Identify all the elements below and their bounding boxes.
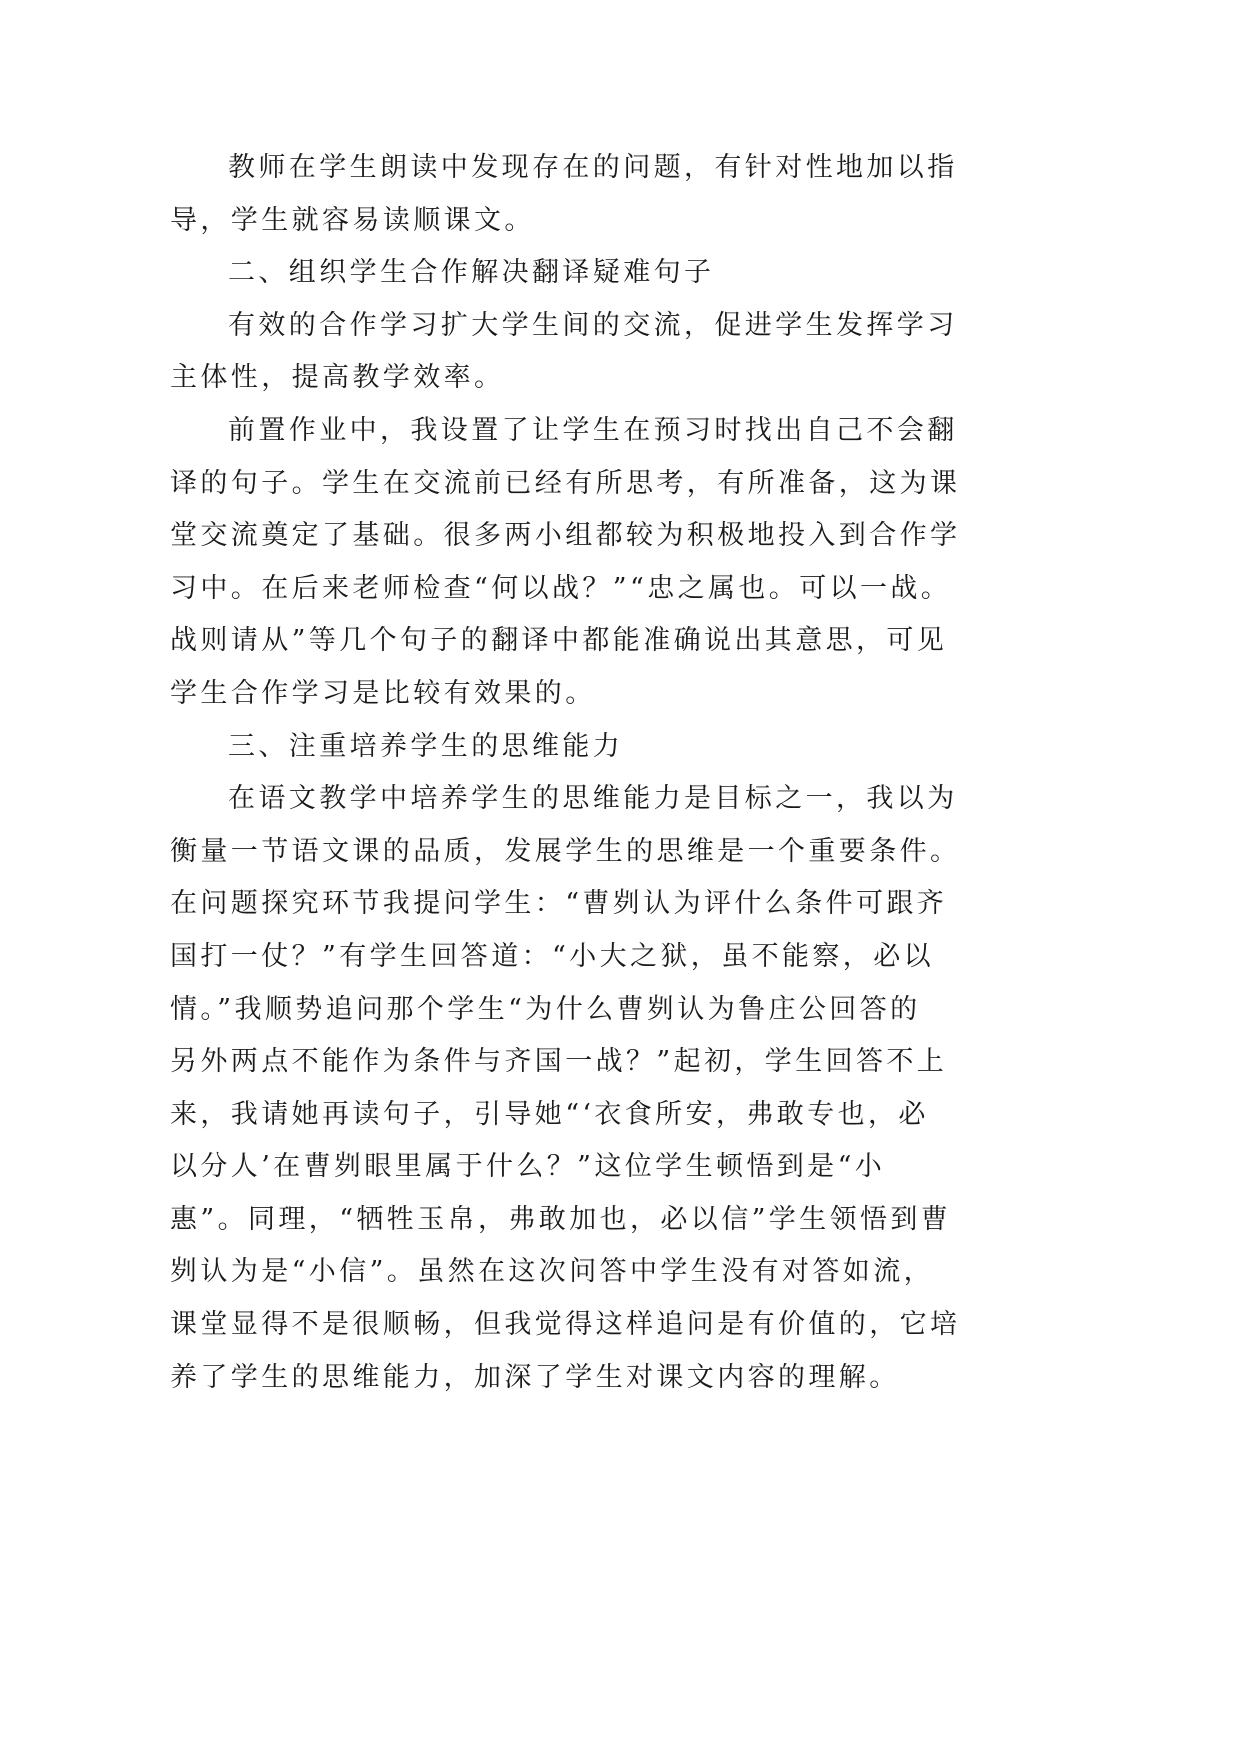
paragraph-line: 堂交流奠定了基础。很多两小组都较为积极地投入到合作学 — [170, 520, 961, 552]
paragraph-line: 教师在学生朗读中发现存在的问题，有针对性地加以指 — [228, 152, 958, 183]
paragraph-line: 衡量一节语文课的品质，发展学生的思维是一个重要条件。 — [170, 835, 961, 867]
paragraph-line: 刿认为是“小信”。虽然在这次问答中学生没有对答如流， — [170, 1256, 935, 1288]
paragraph-line: 来，我请她再读句子，引导她“‘衣食所安，弗敢专也，必 — [170, 1098, 929, 1130]
paragraph-line: 主体性，提高教学效率。 — [170, 362, 505, 394]
paragraph-line: 在问题探究环节我提问学生：“曹刿认为评什么条件可跟齐 — [170, 888, 948, 920]
paragraph-line: 译的句子。学生在交流前已经有所思考，有所准备，这为课 — [170, 467, 961, 499]
section-heading: 三、注重培养学生的思维能力 — [228, 730, 624, 762]
paragraph-line: 有效的合作学习扩大学生间的交流，促进学生发挥学习 — [228, 309, 958, 341]
paragraph-line: 惠”。同理，“牺牲玉帛，弗敢加也，必以信”学生领悟到曹 — [170, 1203, 952, 1235]
paragraph-line: 前置作业中，我设置了让学生在预习时找出自己不会翻 — [228, 414, 958, 446]
paragraph-line: 在语文教学中培养学生的思维能力是目标之一，我以为 — [228, 783, 958, 815]
paragraph-line: 另外两点不能作为条件与齐国一战？”起初，学生回答不上 — [170, 1046, 948, 1078]
paragraph-line: 战则请从”等几个句子的翻译中都能准确说出其意思，可见 — [170, 625, 948, 657]
section-heading: 二、组织学生合作解决翻译疑难句子 — [228, 257, 715, 289]
paragraph-line: 习中。在后来老师检查“何以战？”“忠之属也。可以一战。 — [170, 572, 952, 604]
paragraph-line: 国打一仗？”有学生回答道：“小大之狱，虽不能察，必以 — [170, 940, 935, 972]
paragraph-line: 以分人’在曹刿眼里属于什么？”这位学生顿悟到是“小 — [170, 1151, 886, 1183]
paragraph-line: 学生合作学习是比较有效果的。 — [170, 677, 596, 709]
paragraph-line: 课堂显得不是很顺畅，但我觉得这样追问是有价值的，它培 — [170, 1309, 961, 1341]
body-text — [170, 142, 990, 1404]
paragraph-line: 情。”我顺势追问那个学生“为什么曹刿认为鲁庄公回答的 — [170, 993, 921, 1025]
paragraph-line: 导，学生就容易读顺课文。 — [170, 204, 535, 236]
paragraph-line: 养了学生的思维能力，加深了学生对课文内容的理解。 — [170, 1361, 900, 1393]
